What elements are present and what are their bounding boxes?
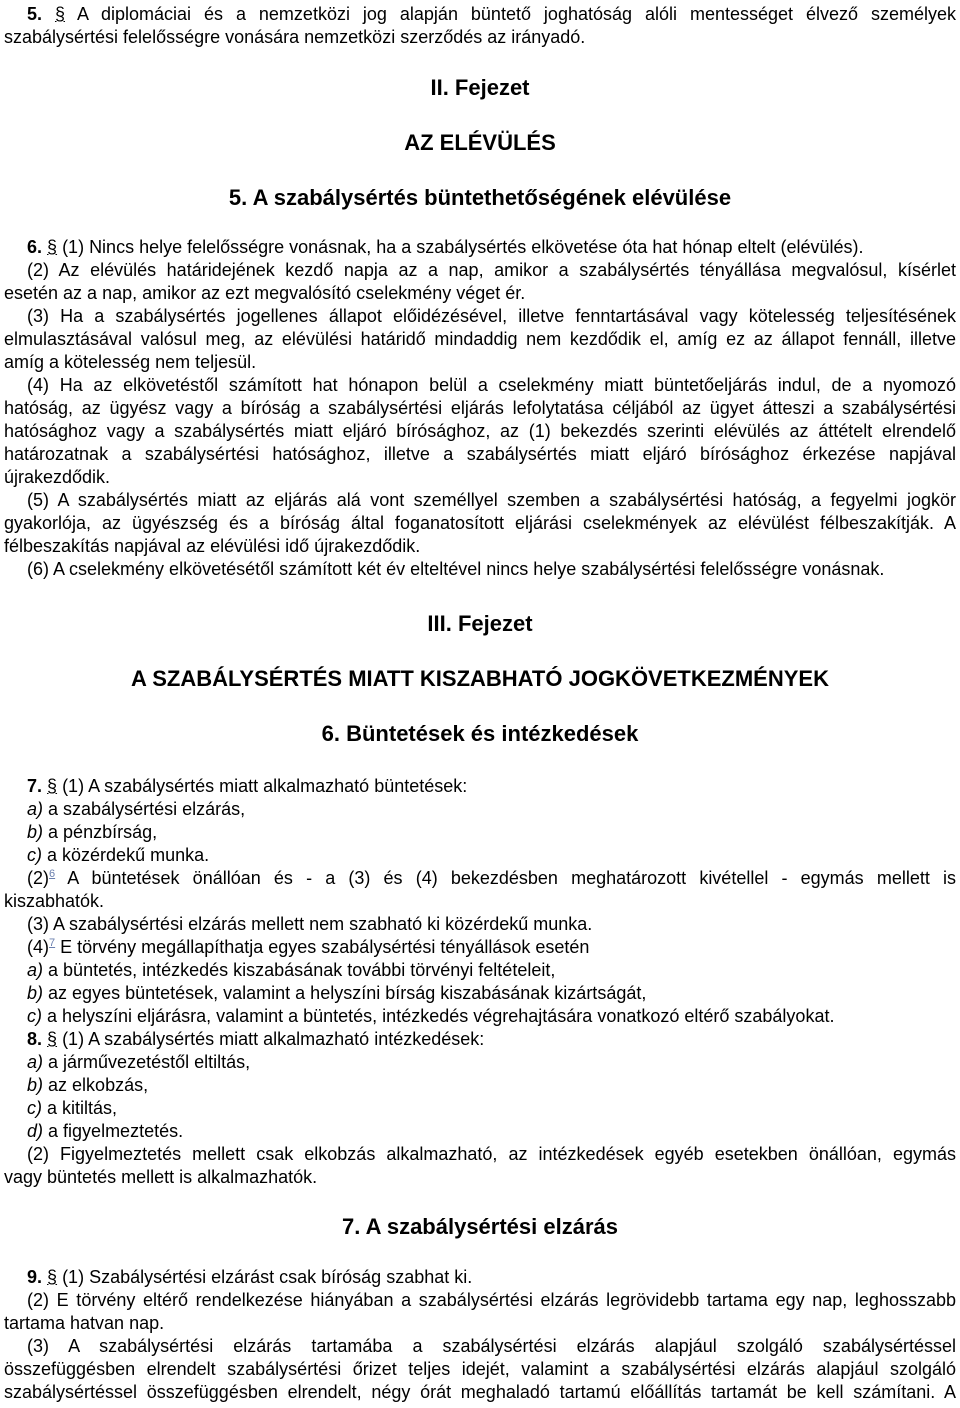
subsection-number: (4) xyxy=(27,937,49,957)
item-text: az elkobzás, xyxy=(48,1075,149,1095)
paragraph-line: (2) Figyelmeztetés mellett csak elkobzás alkalmazható, az intézkedések egyéb esetekben önállóan, egymás xyxy=(27,1144,956,1164)
item-label: c) xyxy=(27,845,42,865)
section-number: 5. xyxy=(27,4,43,24)
list-item xyxy=(4,1074,956,1097)
section-title: 5. A szabálysértés büntethetőségének elévülése xyxy=(228,185,732,210)
paragraph-7 xyxy=(4,775,956,1028)
section-sign-link[interactable]: § xyxy=(47,1029,58,1049)
item-label: d) xyxy=(27,1121,44,1141)
paragraph-line: hatósághoz vagy a szabálysértés miatt eljáró bírósághoz, az (1) bekezdés szerinti elévülés az áttételt elrendelő xyxy=(4,421,956,441)
paragraph-text: E törvény megállapíthatja egyes szabálysértési tényállások esetén xyxy=(60,937,590,957)
footnote-ref-link[interactable]: 7 xyxy=(49,937,56,949)
paragraph-line: tartama hatvan nap. xyxy=(4,1313,165,1333)
item-text: az egyes büntetések, valamint a helyszíni bírság kiszabásának kizártságát, xyxy=(48,983,647,1003)
section-sign-link[interactable]: § xyxy=(47,1267,58,1287)
item-text: a figyelmeztetés. xyxy=(48,1121,184,1141)
paragraph-line: szabálysértési felelősségre vonására nemzetközi szerződés az irányadó. xyxy=(4,27,586,47)
paragraph-line xyxy=(4,936,956,959)
paragraph-line: (3) Ha a szabálysértés jogellenes állapot előidézésével, illetve fenntartásával vagy kötelesség teljesítésének xyxy=(27,306,956,326)
paragraph-line xyxy=(4,3,956,26)
paragraph-line: (3) A szabálysértési elzárás mellett nem szabható ki közérdekű munka. xyxy=(27,914,593,934)
document-body xyxy=(4,3,956,1404)
section-number: 7. xyxy=(27,776,43,796)
section-title: 6. Büntetések és intézkedések xyxy=(321,721,639,746)
paragraph-text: A diplomáciai és a nemzetközi jog alapján büntető joghatóság alóli mentességet élvező személyek xyxy=(76,4,956,24)
paragraph-line: újrakezdődik. xyxy=(4,467,111,487)
paragraph-line: esetén az a nap, amikor az ezt megvalósító cselekmény véget ér. xyxy=(4,283,526,303)
item-label: a) xyxy=(27,1052,44,1072)
chapter-heading: AZ ELÉVÜLÉS xyxy=(404,130,556,155)
chapter-heading: A SZABÁLYSÉRTÉS MIATT KISZABHATÓ JOGKÖVETKEZMÉNYEK xyxy=(131,666,829,691)
paragraph-9 xyxy=(4,1266,956,1404)
item-label: b) xyxy=(27,822,44,842)
paragraph-5 xyxy=(4,3,956,49)
list-item xyxy=(4,844,956,867)
paragraph-line: amíg a kötelesség nem teljesül. xyxy=(4,352,257,372)
list-item xyxy=(4,982,956,1005)
paragraph-line: (6) A cselekmény elkövetésétől számított két év elteltével nincs helye szabálysértési felelősségre vonásnak. xyxy=(27,559,885,579)
section-title: 7. A szabálysértési elzárás xyxy=(342,1214,618,1239)
item-text: a büntetés, intézkedés kiszabásának további törvényi feltételeit, xyxy=(48,960,556,980)
paragraph-text: (1) Nincs helye felelősségre vonásnak, ha a szabálysértés elkövetése óta hat hónap eltelt (elévülés). xyxy=(62,237,864,257)
paragraph-text: (1) Szabálysértési elzárást csak bíróság szabhat ki. xyxy=(62,1267,473,1287)
item-text: a pénzbírság, xyxy=(48,822,158,842)
item-label: b) xyxy=(27,983,44,1003)
paragraph-line: összefüggésben elrendelt szabálysértési őrizet teljes idejét, valamint a szabálysértési elzárás alapjául szolgáló xyxy=(4,1359,956,1379)
section-sign-link[interactable]: § xyxy=(47,776,58,796)
list-item xyxy=(4,798,956,821)
section-number: 8. xyxy=(27,1029,43,1049)
paragraph-line: határozatnak a szabálysértési hatósághoz, illetve a szabálysértés miatt eljáró bírósághoz érkezése napjával xyxy=(4,444,956,464)
paragraph-line: (2) E törvény eltérő rendelkezése hiányában a szabálysértési elzárás legrövidebb tartama egy nap, leghosszabb xyxy=(27,1290,956,1310)
paragraph-8 xyxy=(4,1028,956,1189)
paragraph-line: (5) A szabálysértés miatt az eljárás alá vont személlyel szemben a szabálysértési hatóság, a fegyelmi jogkör xyxy=(27,490,956,510)
paragraph-line: hatóság, az ügyész vagy a bíróság a szabálysértési eljárás lefolytatása céljából az ügyet átteszi a szabálysértési xyxy=(4,398,956,418)
paragraph-line: szabálysértéssel összefüggésben elrendelt, négy órát meghaladó tartamú előállítás tartamát be kell számítani. A xyxy=(4,1382,956,1402)
list-item xyxy=(4,1097,956,1120)
paragraph-line: elmulasztásával valósul meg, az elévülési határidő mindaddig nem kezdődik el, amíg ez az állapot fennáll, illetve xyxy=(4,329,956,349)
paragraph-line: vagy büntetés mellett is alkalmazhatók. xyxy=(4,1167,318,1187)
item-text: a járművezetéstől eltiltás, xyxy=(48,1052,251,1072)
section-number: 9. xyxy=(27,1267,43,1287)
footnote-ref-link[interactable]: 6 xyxy=(49,868,56,880)
list-item xyxy=(4,959,956,982)
paragraph-line xyxy=(4,236,956,259)
paragraph-line: (4) Ha az elkövetéstől számított hat hónapon belül a cselekmény miatt büntetőeljárás indul, de a nyomozó xyxy=(27,375,956,395)
subsection-number: (2) xyxy=(27,868,49,888)
item-text: a kitiltás, xyxy=(47,1098,118,1118)
section-sign-link[interactable]: § xyxy=(47,237,58,257)
paragraph-line xyxy=(4,1028,956,1051)
list-item xyxy=(4,821,956,844)
chapter-title: II. Fejezet xyxy=(430,75,530,100)
item-label: a) xyxy=(27,960,44,980)
paragraph-line xyxy=(4,775,956,798)
item-label: a) xyxy=(27,799,44,819)
paragraph-line xyxy=(4,1266,956,1289)
section-number: 6. xyxy=(27,237,43,257)
paragraph-line: (2) Az elévülés határidejének kezdő napja az a nap, amikor a szabálysértés tényállása megvalósul, kísérlet xyxy=(27,260,956,280)
item-text: a helyszíni eljárásra, valamint a büntetés, intézkedés végrehajtására vonatkozó eltérő szabályokat. xyxy=(47,1006,835,1026)
paragraph-line xyxy=(4,867,956,890)
paragraph-text: (1) A szabálysértés miatt alkalmazható intézkedések: xyxy=(62,1029,485,1049)
paragraph-text: (1) A szabálysértés miatt alkalmazható büntetések: xyxy=(62,776,468,796)
paragraph-6 xyxy=(4,236,956,581)
list-item xyxy=(4,1051,956,1074)
chapter-title: III. Fejezet xyxy=(427,611,533,636)
item-label: c) xyxy=(27,1006,42,1026)
paragraph-line: félbeszakítás napjával az elévülési idő újrakezdődik. xyxy=(4,536,421,556)
item-text: a közérdekű munka. xyxy=(47,845,210,865)
item-label: c) xyxy=(27,1098,42,1118)
item-text: a szabálysértési elzárás, xyxy=(48,799,246,819)
paragraph-line: kiszabhatók. xyxy=(4,891,105,911)
section-sign-link[interactable]: § xyxy=(54,4,65,24)
list-item xyxy=(4,1005,956,1028)
paragraph-line: gyakorlója, az ügyészség és a bíróság által foganatosított eljárási cselekmények az elévülést félbeszakítják. A xyxy=(4,513,956,533)
item-label: b) xyxy=(27,1075,44,1095)
paragraph-text: A büntetések önállóan és - a (3) és (4) bekezdésben meghatározott kivétellel - egymás mellett is xyxy=(67,868,956,888)
list-item xyxy=(4,1120,956,1143)
paragraph-line: (3) A szabálysértési elzárás tartamába a szabálysértési elzárás alapjául szolgáló szabálysértéssel xyxy=(27,1336,956,1356)
